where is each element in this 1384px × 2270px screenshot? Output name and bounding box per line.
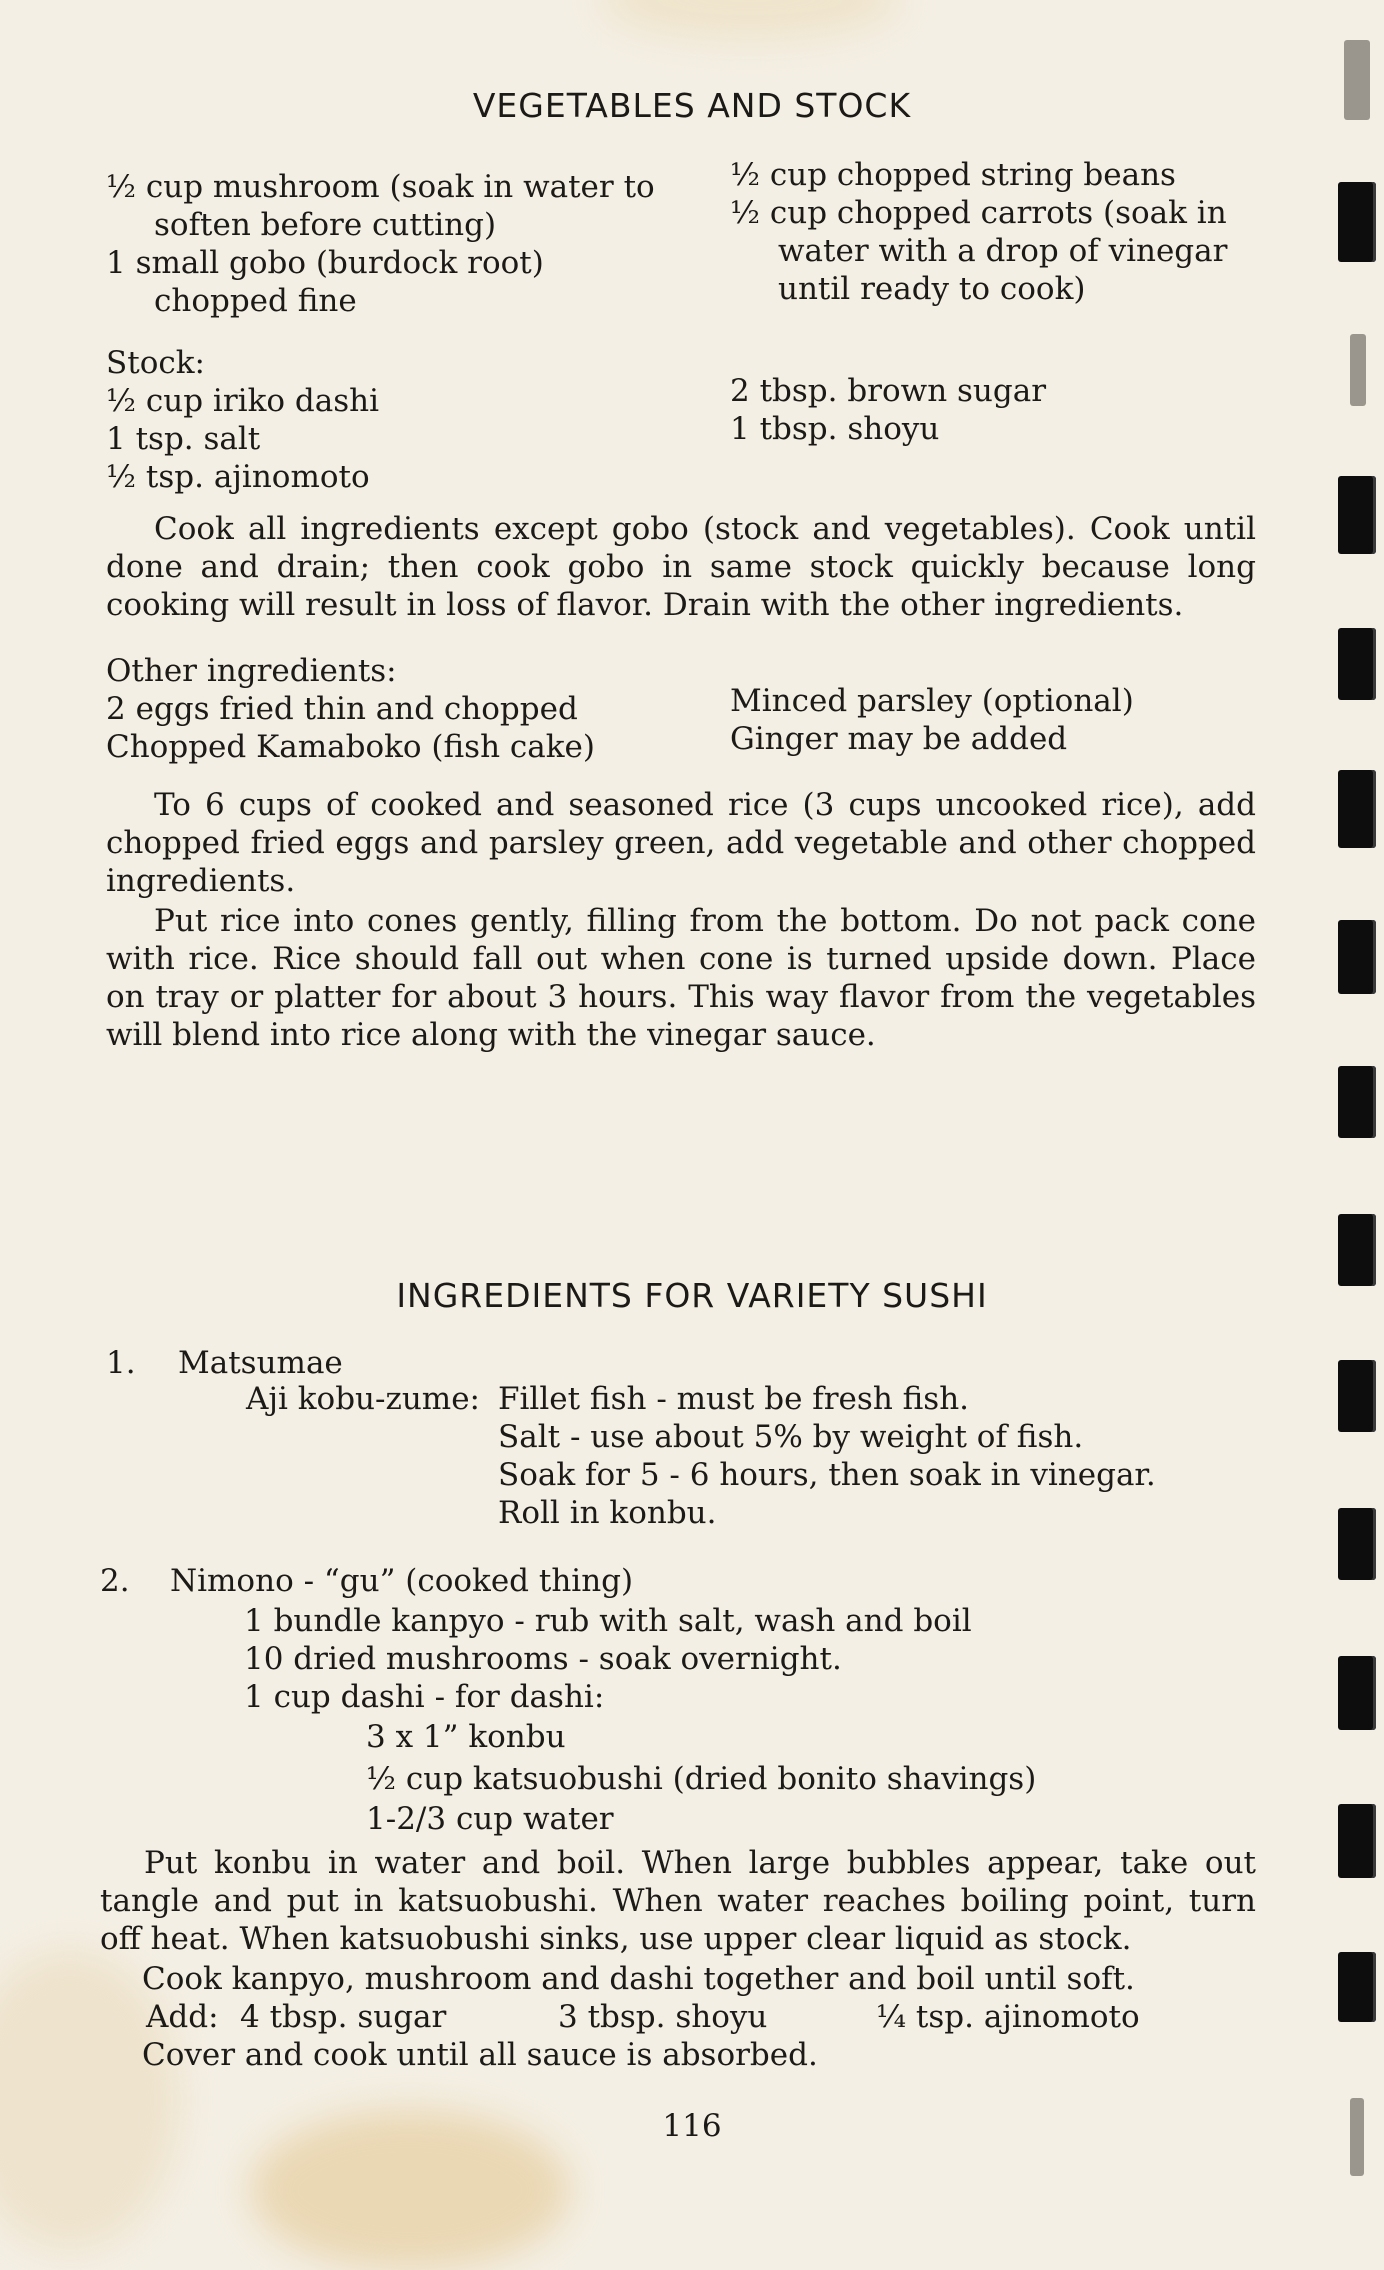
item1-line: Soak for 5 - 6 hours, then soak in vinegar.: [498, 1457, 1156, 1493]
rice-paragraph: [106, 786, 1256, 900]
veg-left-line: chopped fine: [154, 283, 357, 319]
other-left-line: Chopped Kamaboko (fish cake): [106, 729, 595, 765]
dashi-line: 1-2/3 cup water: [366, 1801, 614, 1837]
item1-line: Salt - use about 5% by weight of fish.: [498, 1419, 1084, 1455]
cone-paragraph: [106, 902, 1256, 1054]
binding-tab: [1350, 334, 1366, 406]
veg-right-line: ½ cup chopped string beans: [730, 157, 1176, 193]
add-item: 3 tbsp. shoyu: [558, 1999, 768, 2035]
item-subheading: Aji kobu-zume:: [246, 1381, 480, 1417]
item-name: Matsumae: [178, 1345, 343, 1381]
stock-label: Stock:: [106, 345, 205, 381]
veg-left-line: 1 small gobo (burdock root): [106, 245, 544, 281]
stock-left-line: ½ tsp. ajinomoto: [106, 459, 370, 495]
binding-tab: [1338, 1656, 1376, 1730]
konbu-paragraph: [100, 1844, 1256, 1958]
stock-left-line: 1 tsp. salt: [106, 421, 261, 457]
veg-left-line: ½ cup mushroom (soak in water to: [106, 169, 655, 205]
veg-right-line: until ready to cook): [778, 271, 1086, 307]
item2-line: 10 dried mushrooms - soak overnight.: [244, 1641, 842, 1677]
veg-right-line: ½ cup chopped carrots (soak in: [730, 195, 1227, 231]
spiral-binding: [1314, 0, 1384, 2200]
binding-tab: [1338, 628, 1376, 700]
binding-tab: [1338, 182, 1376, 262]
item2-line: 1 bundle kanpyo - rub with salt, wash and boil: [244, 1603, 972, 1639]
cook-paragraph: [106, 510, 1256, 624]
add-label: Add:: [146, 1999, 219, 2035]
dashi-line: ½ cup katsuobushi (dried bonito shavings): [366, 1761, 1037, 1797]
cover-line: Cover and cook until all sauce is absorbed.: [142, 2037, 818, 2073]
item-number: 1.: [106, 1345, 136, 1381]
binding-tab: [1338, 1952, 1376, 2022]
add-item: 4 tbsp. sugar: [240, 1999, 447, 2035]
cone-paragraph-text: Put rice into cones gently, filling from the bottom. Do not pack cone with rice. Rice should fall out when cone is turned upside down. Place on tray or platter for about 3 hours. This way flavor from the vegetables will blend into rice along with the vinegar sauce.: [106, 903, 1256, 1053]
other-right-line: Minced parsley (optional): [730, 683, 1134, 719]
item2-line: 1 cup dashi - for dashi:: [244, 1679, 605, 1715]
stock-left-line: ½ cup iriko dashi: [106, 383, 379, 419]
item-name: Nimono - “gu” (cooked thing): [170, 1563, 634, 1599]
konbu-paragraph-text: Put konbu in water and boil. When large bubbles appear, take out tangle and put in katsuobushi. When water reaches boiling point, turn off heat. When katsuobushi sinks, use upper clear liquid as stock.: [100, 1845, 1256, 1957]
binding-tab: [1338, 920, 1376, 994]
dashi-line: 3 x 1” konbu: [366, 1719, 566, 1755]
cook-line: Cook kanpyo, mushroom and dashi together and boil until soft.: [142, 1961, 1135, 1997]
veg-left-line: soften before cutting): [154, 207, 497, 243]
stock-right-line: 1 tbsp. shoyu: [730, 411, 940, 447]
other-left-line: 2 eggs fried thin and chopped: [106, 691, 578, 727]
binding-tab: [1338, 1360, 1376, 1432]
binding-tab: [1338, 1066, 1376, 1138]
binding-tab: [1338, 1804, 1376, 1878]
item1-line: Fillet fish - must be fresh fish.: [498, 1381, 970, 1417]
stain: [600, 0, 900, 40]
binding-tab: [1338, 770, 1376, 848]
other-ingredients-label: Other ingredients:: [106, 653, 397, 689]
binding-tab: [1338, 476, 1376, 554]
binding-tab: [1338, 1508, 1376, 1580]
other-right-line: Ginger may be added: [730, 721, 1068, 757]
section-title-variety-sushi: INGREDIENTS FOR VARIETY SUSHI: [396, 1276, 988, 1315]
cook-paragraph-text: Cook all ingredients except gobo (stock and vegetables). Cook until done and drain; then cook gobo in same stock quickly because long cooking will result in loss of flavor. Drain with the other ingredients.: [106, 511, 1256, 623]
item1-line: Roll in konbu.: [498, 1495, 717, 1531]
veg-right-line: water with a drop of vinegar: [778, 233, 1228, 269]
add-item: ¼ tsp. ajinomoto: [876, 1999, 1140, 2035]
page-number: 116: [662, 2108, 722, 2144]
section-title-vegetables: VEGETABLES AND STOCK: [472, 86, 912, 125]
item-number: 2.: [100, 1563, 130, 1599]
stock-right-line: 2 tbsp. brown sugar: [730, 373, 1047, 409]
rice-paragraph-text: To 6 cups of cooked and seasoned rice (3 cups uncooked rice), add chopped fried eggs and parsley green, add vegetable and other chopped ingredients.: [106, 787, 1256, 899]
